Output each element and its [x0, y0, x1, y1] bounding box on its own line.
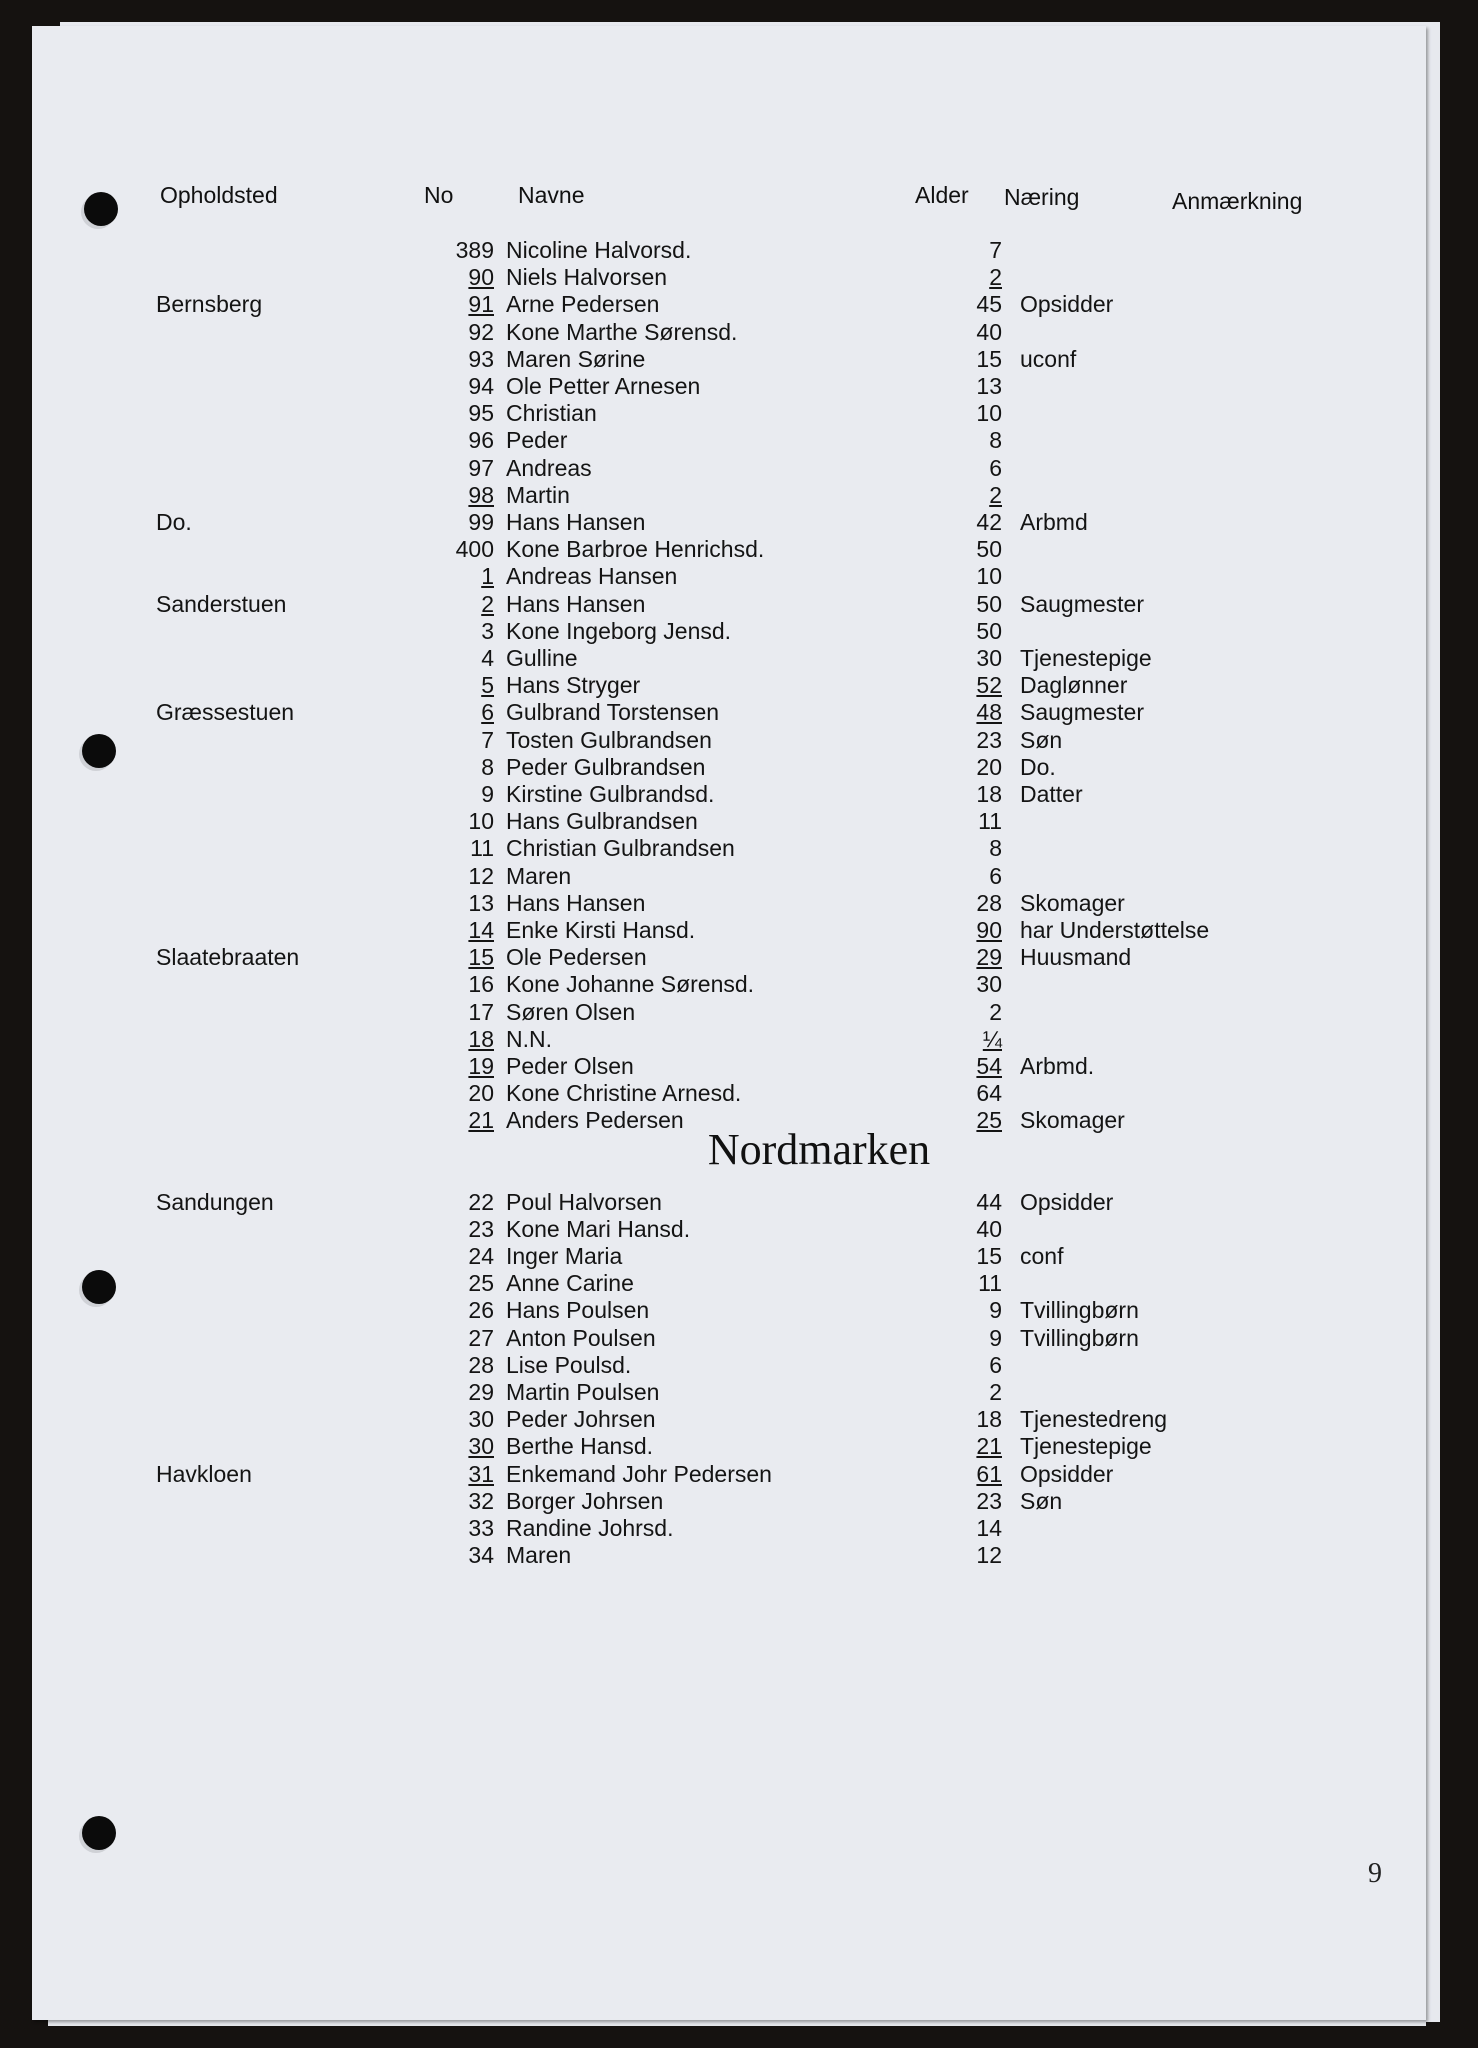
table-row: [32, 944, 1426, 971]
table-row: [32, 1542, 1426, 1569]
number-cell: 94: [468, 373, 494, 399]
name-cell: Hans Stryger: [506, 672, 641, 699]
name-cell: Anton Poulsen: [506, 1324, 656, 1351]
number-cell: 30: [468, 1433, 494, 1460]
age-cell: 2: [989, 264, 1002, 291]
name-cell: Kone Barbroe Henrichsd.: [506, 536, 765, 563]
occupation-cell: Tjenestepige: [1020, 645, 1152, 671]
number-cell: 90: [468, 264, 494, 291]
age-cell: 50: [976, 536, 1002, 563]
number-cell: 93: [468, 345, 494, 372]
place-cell: Sanderstuen: [156, 590, 287, 617]
name-cell: Tosten Gulbrandsen: [506, 726, 712, 753]
name-cell: Lise Poulsd.: [506, 1351, 632, 1378]
header-no: No: [424, 182, 454, 208]
age-cell: 42: [976, 509, 1002, 535]
occupation-cell: Tvillingbørn: [1020, 1297, 1139, 1324]
name-cell: Enkemand Johr Pedersen: [506, 1460, 772, 1487]
age-cell: 50: [976, 617, 1002, 644]
name-cell: Gulbrand Torstensen: [506, 699, 720, 726]
age-cell: 45: [976, 291, 1002, 318]
number-cell: 5: [481, 672, 494, 699]
age-cell: 25: [976, 1107, 1002, 1134]
age-cell: 13: [976, 373, 1002, 399]
number-cell: 97: [468, 454, 494, 481]
age-cell: 23: [976, 726, 1002, 753]
place-cell: Sandungen: [156, 1188, 274, 1215]
number-cell: 20: [468, 1080, 494, 1107]
number-cell: 32: [468, 1487, 494, 1514]
name-cell: Peder Olsen: [506, 1053, 634, 1079]
age-cell: 29: [976, 944, 1002, 971]
name-cell: Kirstine Gulbrandsd.: [506, 781, 715, 807]
section-title: Nordmarken: [707, 1125, 931, 1174]
table-row: [32, 1433, 1426, 1460]
table-row: [32, 1243, 1426, 1270]
occupation-cell: Datter: [1020, 781, 1083, 807]
table-row: [32, 1270, 1426, 1297]
name-cell: Hans Hansen: [506, 889, 646, 916]
place-cell: Havkloen: [156, 1460, 252, 1487]
age-cell: 64: [976, 1080, 1002, 1107]
number-cell: 18: [468, 1025, 494, 1052]
age-cell: 10: [976, 400, 1002, 427]
occupation-cell: Saugmester: [1020, 699, 1145, 726]
age-cell: 15: [976, 345, 1002, 372]
table-row: [32, 999, 1426, 1026]
age-cell: 2: [989, 1379, 1002, 1405]
number-cell: 21: [468, 1107, 494, 1134]
name-cell: Randine Johrsd.: [506, 1515, 674, 1541]
place-cell: Do.: [156, 509, 192, 535]
table-row: [32, 1053, 1426, 1080]
name-cell: Christian Gulbrandsen: [506, 835, 735, 862]
number-cell: 99: [468, 509, 494, 535]
table-row: [32, 808, 1426, 835]
name-cell: Anders Pedersen: [506, 1107, 684, 1134]
table-row: [32, 1488, 1426, 1515]
occupation-cell: Søn: [1020, 1487, 1063, 1514]
name-cell: Maren: [506, 862, 572, 889]
name-cell: Kone Mari Hansd.: [506, 1215, 691, 1242]
age-cell: 61: [976, 1460, 1002, 1487]
name-cell: Andreas Hansen: [506, 563, 678, 590]
occupation-cell: Tjenestepige: [1020, 1433, 1152, 1460]
number-cell: 29: [468, 1379, 494, 1405]
number-cell: 389: [455, 237, 494, 263]
age-cell: 54: [976, 1053, 1002, 1079]
table-row: [32, 536, 1426, 563]
name-cell: Hans Hansen: [506, 509, 646, 535]
age-cell: ¼: [982, 1025, 1002, 1052]
number-cell: 92: [468, 318, 494, 345]
table-row: [32, 1297, 1426, 1324]
name-cell: Maren: [506, 1542, 572, 1569]
age-cell: 90: [976, 917, 1002, 943]
age-cell: 40: [976, 318, 1002, 345]
number-cell: 30: [468, 1406, 494, 1433]
table-row: [32, 672, 1426, 699]
age-cell: 30: [976, 971, 1002, 998]
age-cell: 11: [978, 1270, 1002, 1297]
name-cell: Peder Gulbrandsen: [506, 753, 706, 780]
name-cell: N.N.: [506, 1025, 552, 1052]
table-row: [32, 699, 1426, 726]
name-cell: Maren Sørine: [506, 345, 646, 372]
occupation-cell: Tvillingbørn: [1020, 1324, 1139, 1351]
name-cell: Nicoline Halvorsd.: [506, 237, 692, 263]
occupation-cell: Søn: [1020, 726, 1063, 753]
age-cell: 23: [976, 1487, 1002, 1514]
name-cell: Poul Halvorsen: [506, 1188, 662, 1215]
name-cell: Arne Pedersen: [506, 291, 660, 318]
age-cell: 6: [989, 454, 1002, 481]
occupation-cell: Skomager: [1020, 1107, 1125, 1134]
number-cell: 1: [481, 563, 494, 590]
number-cell: 95: [468, 400, 494, 427]
table-row: [32, 264, 1426, 291]
page-number: 9: [1368, 1858, 1382, 1889]
age-cell: 7: [989, 237, 1002, 263]
place-cell: Græssestuen: [156, 699, 295, 726]
name-cell: Berthe Hansd.: [506, 1433, 654, 1460]
table-row: [32, 400, 1426, 427]
age-cell: 18: [976, 1406, 1002, 1433]
header-place: Opholdsted: [160, 182, 278, 208]
age-cell: 11: [978, 808, 1002, 835]
age-cell: 50: [976, 590, 1002, 617]
number-cell: 3: [481, 617, 494, 644]
number-cell: 4: [481, 645, 494, 671]
name-cell: Hans Gulbrandsen: [506, 808, 698, 835]
age-cell: 9: [989, 1324, 1002, 1351]
age-cell: 48: [976, 699, 1002, 726]
name-cell: Hans Poulsen: [506, 1297, 650, 1324]
table-row: [32, 890, 1426, 917]
number-cell: 22: [468, 1188, 494, 1215]
number-cell: 7: [481, 726, 494, 753]
occupation-cell: Saugmester: [1020, 590, 1145, 617]
occupation-cell: Arbmd: [1020, 509, 1088, 535]
age-cell: 21: [976, 1433, 1002, 1460]
number-cell: 33: [468, 1515, 494, 1541]
number-cell: 13: [468, 889, 494, 916]
table-row: [32, 727, 1426, 754]
number-cell: 16: [468, 971, 494, 998]
occupation-cell: har Understøttelse: [1020, 917, 1210, 943]
name-cell: Hans Hansen: [506, 590, 646, 617]
name-cell: Gulline: [506, 645, 578, 671]
table-row: [32, 1352, 1426, 1379]
table-row: [32, 1216, 1426, 1243]
name-cell: Inger Maria: [506, 1243, 623, 1269]
age-cell: 40: [976, 1215, 1002, 1242]
table-row: [32, 781, 1426, 808]
punch-hole: [82, 1816, 116, 1850]
number-cell: 98: [468, 481, 494, 508]
number-cell: 10: [468, 808, 494, 835]
table-row: [32, 863, 1426, 890]
number-cell: 24: [468, 1243, 494, 1269]
number-cell: 31: [468, 1460, 494, 1487]
age-cell: 2: [989, 998, 1002, 1025]
table-row: [32, 563, 1426, 590]
table-row: [32, 1461, 1426, 1488]
number-cell: 27: [468, 1324, 494, 1351]
table-row: [32, 971, 1426, 998]
age-cell: 20: [976, 753, 1002, 780]
occupation-cell: Huusmand: [1020, 944, 1132, 971]
punch-hole: [84, 192, 118, 226]
number-cell: 8: [481, 753, 494, 780]
name-cell: Martin: [506, 481, 570, 508]
name-cell: Anne Carine: [506, 1270, 634, 1297]
age-cell: 28: [976, 889, 1002, 916]
table-row: [32, 427, 1426, 454]
table-row: [32, 455, 1426, 482]
table-row: [32, 1189, 1426, 1216]
age-cell: 8: [989, 835, 1002, 862]
number-cell: 91: [468, 291, 494, 318]
name-cell: Ole Pedersen: [506, 944, 647, 971]
place-cell: Bernsberg: [156, 291, 263, 318]
number-cell: 12: [468, 862, 494, 889]
occupation-cell: Opsidder: [1020, 291, 1114, 318]
occupation-cell: Arbmd.: [1020, 1053, 1095, 1079]
occupation-cell: uconf: [1020, 345, 1077, 372]
table-row: [32, 1406, 1426, 1433]
age-cell: 6: [989, 1351, 1002, 1378]
name-cell: Andreas: [506, 454, 592, 481]
table-row: [32, 482, 1426, 509]
table-row: [32, 917, 1426, 944]
name-cell: Niels Halvorsen: [506, 264, 668, 291]
occupation-cell: Opsidder: [1020, 1460, 1114, 1487]
table-row: [32, 754, 1426, 781]
table-row: [32, 645, 1426, 672]
name-cell: Christian: [506, 400, 597, 427]
age-cell: 52: [976, 672, 1002, 699]
table-row: [32, 373, 1426, 400]
age-cell: 8: [989, 427, 1002, 454]
age-cell: 10: [976, 563, 1002, 590]
number-cell: 2: [481, 590, 494, 617]
place-cell: Slaatebraaten: [156, 944, 300, 971]
table-row: [32, 291, 1426, 318]
number-cell: 28: [468, 1351, 494, 1378]
table-row: [32, 509, 1426, 536]
table-row: [32, 618, 1426, 645]
occupation-cell: Tjenestedreng: [1020, 1406, 1168, 1433]
occupation-cell: Do.: [1020, 753, 1056, 780]
number-cell: 400: [455, 536, 494, 563]
age-cell: 2: [989, 481, 1002, 508]
table-row: [32, 237, 1426, 264]
number-cell: 17: [468, 998, 494, 1025]
table-row: [32, 835, 1426, 862]
occupation-cell: Skomager: [1020, 889, 1125, 916]
age-cell: 30: [976, 645, 1002, 671]
table-row: [32, 1379, 1426, 1406]
number-cell: 96: [468, 427, 494, 454]
age-cell: 14: [976, 1515, 1002, 1541]
header-remark: Anmærkning: [1172, 188, 1303, 214]
name-cell: Ole Petter Arnesen: [506, 373, 701, 399]
age-cell: 9: [989, 1297, 1002, 1324]
header-occupation: Næring: [1004, 184, 1080, 210]
number-cell: 23: [468, 1215, 494, 1242]
occupation-cell: conf: [1020, 1243, 1064, 1269]
header-age: Alder: [915, 182, 969, 208]
name-cell: Martin Poulsen: [506, 1379, 660, 1405]
table-row: [32, 1515, 1426, 1542]
age-cell: 6: [989, 862, 1002, 889]
name-cell: Søren Olsen: [506, 998, 636, 1025]
name-cell: Kone Ingeborg Jensd.: [506, 617, 732, 644]
name-cell: Kone Christine Arnesd.: [506, 1080, 742, 1107]
number-cell: 11: [470, 835, 494, 862]
age-cell: 12: [976, 1542, 1002, 1569]
age-cell: 15: [976, 1243, 1002, 1269]
number-cell: 15: [468, 944, 494, 971]
name-cell: Kone Johanne Sørensd.: [506, 971, 755, 998]
table-row: [32, 319, 1426, 346]
census-page: [32, 26, 1426, 2020]
number-cell: 14: [468, 917, 494, 943]
table-row: [32, 1026, 1426, 1053]
number-cell: 6: [481, 699, 494, 726]
name-cell: Enke Kirsti Hansd.: [506, 917, 696, 943]
occupation-cell: Opsidder: [1020, 1188, 1114, 1215]
number-cell: 25: [468, 1270, 494, 1297]
table-row: [32, 346, 1426, 373]
name-cell: Peder Johrsen: [506, 1406, 656, 1433]
number-cell: 34: [468, 1542, 494, 1569]
header-name: Navne: [518, 182, 585, 208]
name-cell: Borger Johrsen: [506, 1487, 664, 1514]
age-cell: 18: [976, 781, 1002, 807]
table-row: [32, 1325, 1426, 1352]
age-cell: 44: [976, 1188, 1002, 1215]
number-cell: 26: [468, 1297, 494, 1324]
table-row: [32, 591, 1426, 618]
occupation-cell: Daglønner: [1020, 672, 1128, 699]
name-cell: Peder: [506, 427, 568, 454]
number-cell: 19: [468, 1053, 494, 1079]
name-cell: Kone Marthe Sørensd.: [506, 318, 738, 345]
number-cell: 9: [481, 781, 494, 807]
table-row: [32, 1080, 1426, 1107]
